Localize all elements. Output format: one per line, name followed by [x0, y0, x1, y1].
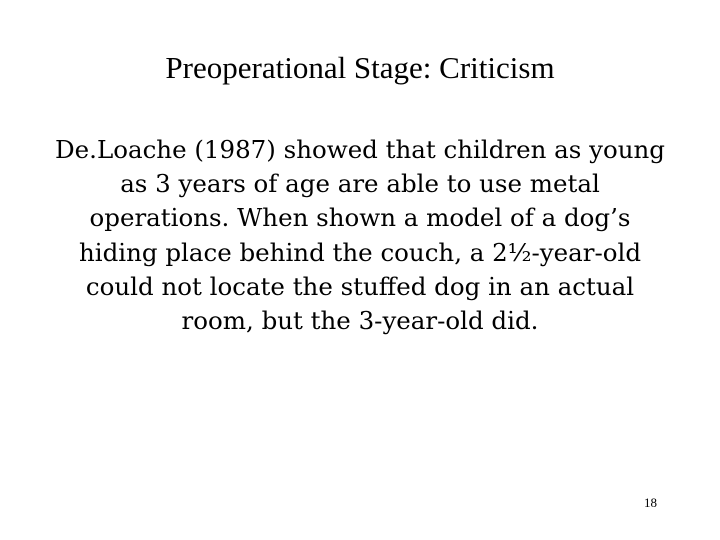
slide-body-text	[40, 133, 680, 338]
page-number: 18	[644, 495, 657, 510]
body-line: De.Loache (1987) showed that children as young	[55, 135, 665, 164]
body-line: could not locate the stuffed dog in an actual	[85, 271, 635, 301]
body-line: as 3 years of age are able to use metal	[120, 169, 600, 199]
body-line: hiding place behind the couch, a 2½-year-old	[78, 237, 642, 267]
slide-title: Preoperational Stage: Criticism	[165, 50, 555, 85]
body-line: operations. When shown a model of a dog’s	[89, 203, 631, 233]
body-line: room, but the 3-year-old did.	[181, 306, 539, 336]
